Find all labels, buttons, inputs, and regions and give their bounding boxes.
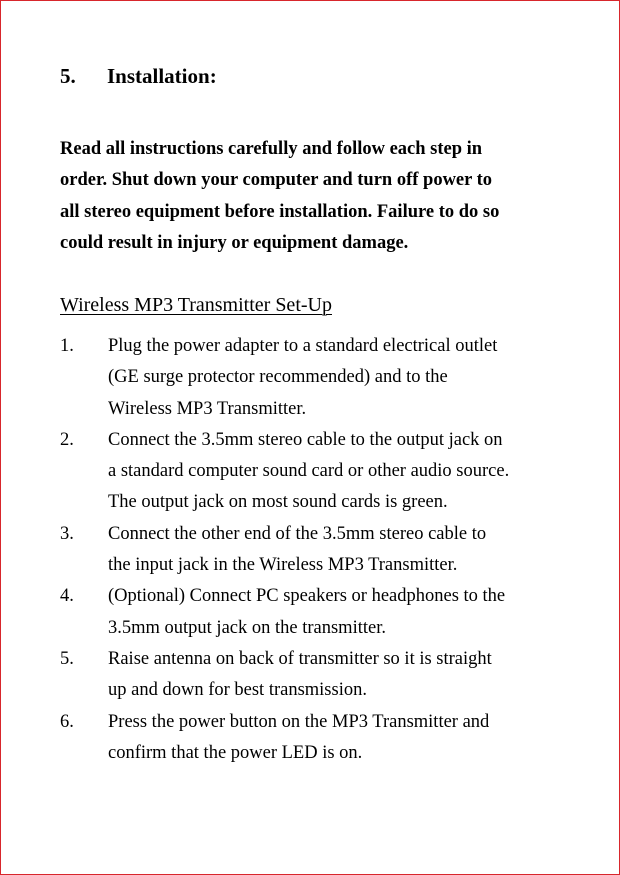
setup-step — [60, 425, 590, 519]
step-text-line: Press the power button on the MP3 Transmitter and — [108, 711, 490, 732]
setup-step — [60, 707, 590, 770]
setup-subheading: Wireless MP3 Transmitter Set-Up — [60, 294, 332, 316]
step-number: 1. — [60, 336, 74, 356]
step-text-line: up and down for best transmission. — [108, 680, 367, 701]
section-title: Installation: — [107, 64, 217, 88]
warning-line: Read all instructions carefully and follow each step in — [60, 139, 483, 159]
step-number: 3. — [60, 523, 74, 544]
setup-step — [60, 581, 590, 644]
warning-line: could result in injury or equipment damage. — [60, 232, 409, 253]
setup-step — [60, 331, 590, 425]
step-number: 6. — [60, 711, 74, 732]
step-text-line: The output jack on most sound cards is green. — [108, 492, 448, 513]
step-text-line: Plug the power adapter to a standard electrical outlet — [108, 336, 498, 356]
step-number: 5. — [60, 648, 74, 669]
step-text-line: Raise antenna on back of transmitter so it is straight — [108, 648, 492, 669]
step-text-line: (GE surge protector recommended) and to the — [108, 367, 448, 388]
setup-step — [60, 644, 590, 707]
section-number: 5. — [60, 64, 76, 88]
step-text-line: Connect the other end of the 3.5mm stereo cable to — [108, 523, 487, 544]
warning-line: all stereo equipment before installation. Failure to do so — [60, 201, 500, 222]
step-text-line: 3.5mm output jack on the transmitter. — [108, 617, 386, 638]
setup-steps-list — [60, 331, 590, 769]
installation-warning — [60, 134, 580, 259]
step-text-line: confirm that the power LED is on. — [108, 742, 363, 763]
step-text-line: (Optional) Connect PC speakers or headphones to the — [108, 586, 506, 607]
step-text-line: the input jack in the Wireless MP3 Transmitter. — [108, 555, 458, 576]
step-number: 4. — [60, 586, 74, 607]
step-text-line: Connect the 3.5mm stereo cable to the output jack on — [108, 429, 503, 450]
warning-line: order. Shut down your computer and turn off power to — [60, 170, 493, 191]
step-text-line: Wireless MP3 Transmitter. — [108, 398, 307, 419]
step-text-line: a standard computer sound card or other audio source. — [108, 461, 510, 482]
setup-step — [60, 519, 590, 582]
step-number: 2. — [60, 429, 74, 450]
section-heading — [60, 61, 217, 91]
